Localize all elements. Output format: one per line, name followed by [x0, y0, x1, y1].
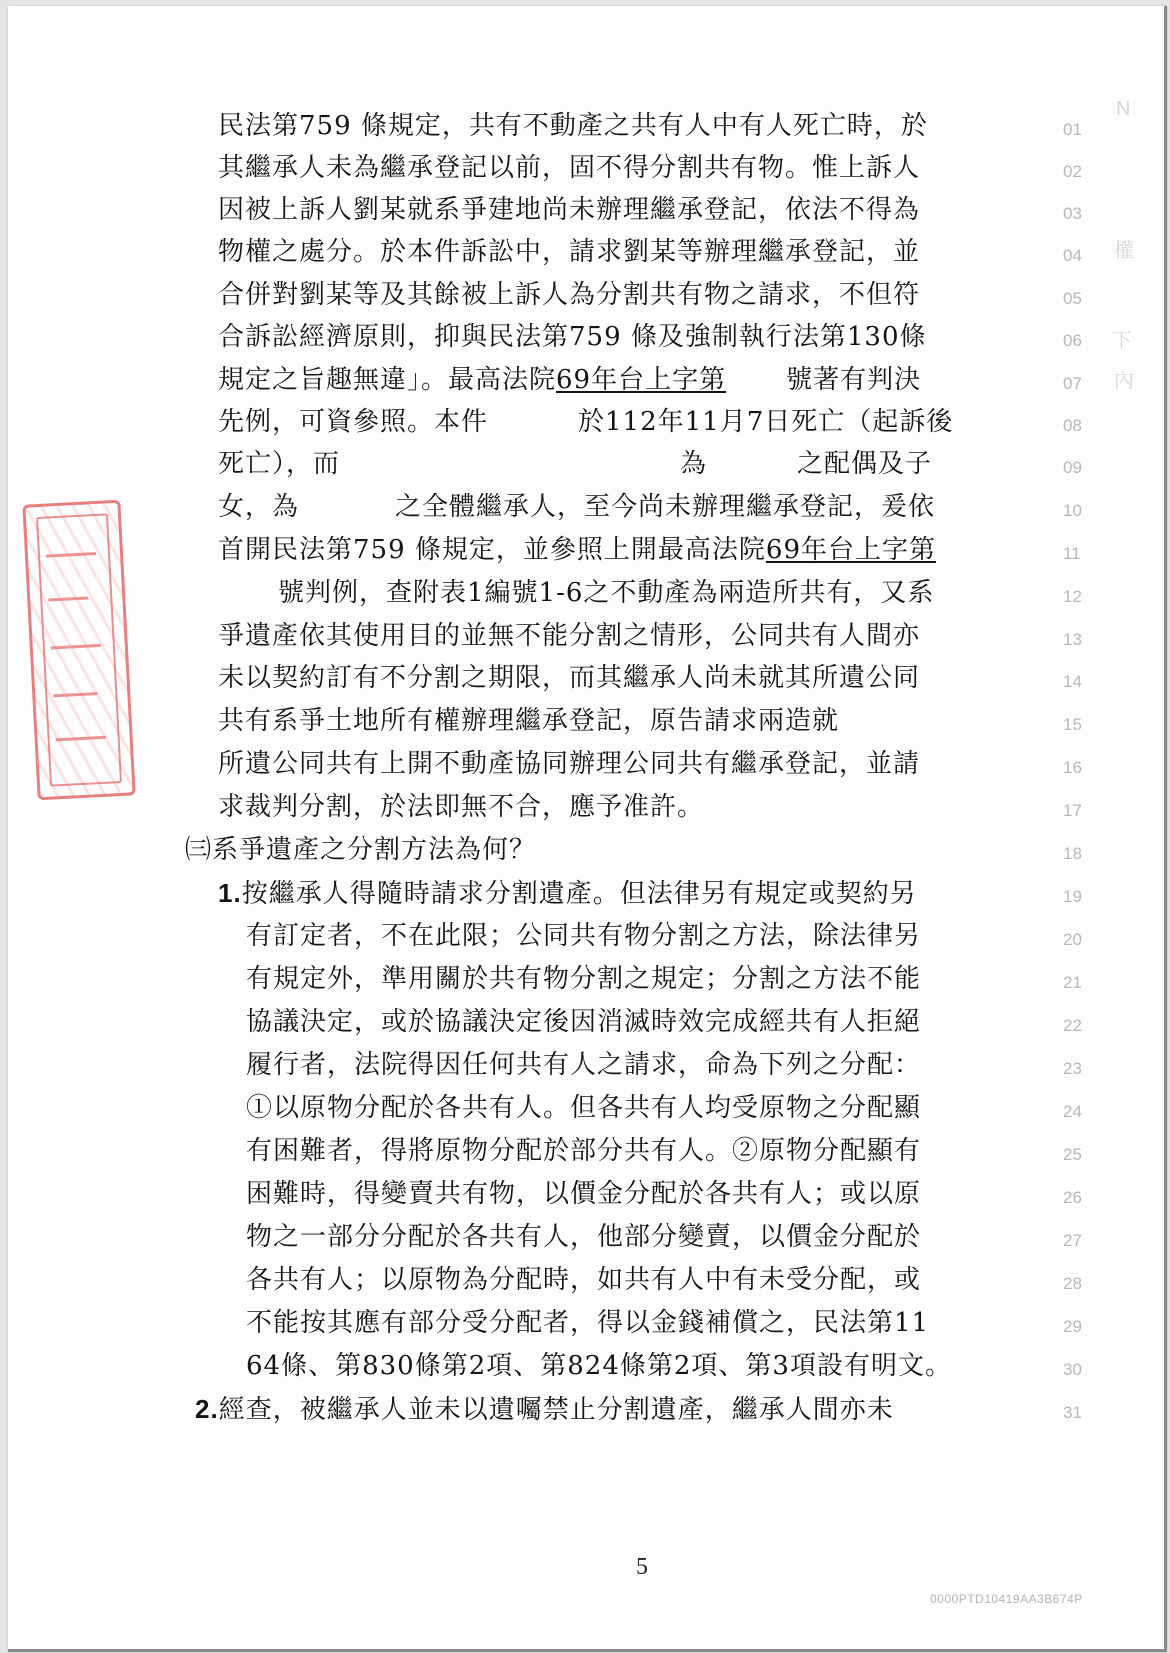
line-number-10: 10: [1063, 501, 1082, 520]
text-line-25: 有困難者，得將原物分配於部分共有人。②原物分配顯有: [246, 1136, 922, 1166]
text-line-12: 號判例，查附表1編號1-6之不動產為兩造所共有，又系: [278, 578, 935, 608]
text-line-27: 物之一部分分配於各共有人，他部分變賣，以價金分配於: [246, 1222, 922, 1252]
text-line-29: 不能按其應有部分受分配者，得以金錢補償之，民法第11: [246, 1308, 930, 1338]
line-number-18: 18: [1063, 844, 1082, 863]
line-number-30: 30: [1063, 1360, 1082, 1379]
text-line-07: [218, 363, 921, 397]
line-number-21: 21: [1063, 973, 1082, 992]
line-number-22: 22: [1063, 1016, 1082, 1035]
text-line-30: 64條、第830條第2項、第824條第2項、第3項設有明文。: [246, 1351, 952, 1381]
line-number-06: 06: [1063, 331, 1082, 350]
text-segment: 按繼承人得隨時請求分割遺產。但法律另有規定或契約另: [241, 879, 917, 909]
line-number-01: 01: [1063, 120, 1082, 139]
text-segment: 之全體繼承人，至今尚未辦理繼承登記，爰依: [395, 492, 936, 522]
line-number-29: 29: [1063, 1317, 1082, 1336]
text-segment: 於112年11月7日死亡（起訴後: [578, 407, 954, 437]
line-number-12: 12: [1063, 587, 1082, 606]
line-number-19: 19: [1063, 887, 1082, 906]
text-line-03: 因被上訴人劉某就系爭建地尚未辦理繼承登記，依法不得為: [218, 195, 921, 225]
text-line-15: 共有系爭土地所有權辦理繼承登記，原告請求兩造就: [218, 706, 840, 736]
text-line-02: 其繼承人未為繼承登記以前，固不得分割共有物。惟上訴人: [218, 153, 921, 183]
text-segment: 死亡），而: [218, 449, 341, 479]
text-segment: 之配偶及子: [797, 449, 933, 479]
text-line-24: ①以原物分配於各共有人。但各共有人均受原物之分配顯: [246, 1093, 922, 1123]
section-marker: ㈢: [185, 835, 213, 865]
case-reference: 69年台上字第: [556, 365, 727, 395]
line-number-03: 03: [1063, 204, 1082, 223]
text-line-26: 困難時，得變賣共有物，以價金分配於各共有人；或以原: [246, 1179, 922, 1209]
item-marker: 1.: [218, 878, 242, 908]
line-number-02: 02: [1063, 162, 1082, 181]
section-heading: 系爭遺產之分割方法為何？: [212, 835, 537, 865]
text-line-20: 有訂定者，不在此限；公同共有物分割之方法，除法律另: [246, 921, 922, 951]
text-line-16: 所遺公同共有上開不動產協同辦理公同共有繼承登記，並請: [218, 749, 921, 779]
text-line-17: 求裁判分割，於法即無不合，應予准許。: [218, 792, 705, 822]
text-line-08: [218, 405, 953, 439]
line-number-16: 16: [1063, 758, 1082, 777]
line-number-07: 07: [1063, 374, 1082, 393]
text-segment: 首開民法第759 條規定，並參照上開最高法院: [218, 535, 766, 565]
line-number-04: 04: [1063, 246, 1082, 265]
text-segment: 規定之旨趣無違」。最高法院: [218, 365, 557, 395]
line-number-15: 15: [1063, 715, 1082, 734]
text-line-06: 合訴訟經濟原則，抑與民法第759 條及強制執行法第130條: [218, 322, 927, 352]
line-number-11: 11: [1063, 544, 1081, 563]
case-reference: 69年台上字第: [765, 535, 936, 565]
line-number-05: 05: [1063, 289, 1082, 308]
text-segment: 為: [680, 449, 708, 479]
page-number: 5: [636, 1554, 648, 1580]
document-page: N 權 下 內 民法第759 條規定，共有不動產之共有人中有人死亡時，於 01 其繼承人未為繼承登記以前，固不得分割共有物。惟上訴人 02 因被上訴人劉某就系爭建地尚未辦理繼承登記，依法不得為 03 物權之處分。於本件訴訟中，請求劉某等辦理繼承登記，並 04 合併對劉某等及其餘被上訴人為分割共有物之請求，不但符 05 合訴訟經濟原則，抑與民法第759 條及強制執行法第130條 06 規定之旨趣無違」。最高法院69年台上字第 號著有判決 07 先例，可資參照。本件 於112年11月7日死亡（起訴後 08 死亡），而 為 之配偶及子 09 女，為 之全體繼承人，至今尚未辦理繼承登記，爰依 10 首開民法第759 條規定，並參照上開最高法院69年台上字第 11 號判例，查附表1編號1-6之不動產為兩造所共有，又系 12 爭遺產依其使用目的並無不能分割之情形，公同共有人間亦 13 未以契約訂有不分割之期限，而其繼承人尚未就其所遺公同 14 共有系爭土地所有權辦理繼承登記，原告請求兩造就 15 所遺公同共有上開不動產協同辦理公同共有繼承登記，並請 16 求裁判分割，於法即無不合，應予准許。 17 ㈢系爭遺產之分割方法為何？ 18 1.按繼承人得隨時請求分割遺產。但法律另有規定或契約另 19 有訂定者，不在此限；公同共有物分割之方法，除法律另 20 有規定外，準用關於共有物分割之規定；分割之方法不能 21 協議決定，或於協議決定後因消滅時效完成經共有人拒絕 22 履行者，法院得因任何共有人之請求，命為下列之分配： 23 ①以原物分配於各共有人。但各共有人均受原物之分配顯 24 有困難者，得將原物分配於部分共有人。②原物分配顯有 25 困難時，得變賣共有物，以價金分配於各共有人；或以原 26 物之一部分分配於各共有人，他部分變賣，以價金分配於 27 各共有人；以原物為分配時，如共有人中有未受分配，或 28 不能按其應有部分受分配者，得以金錢補償之，民法第11 29 64條、第830條第2項、第824條第2項、第3項設有明文。 30 2.經查，被繼承人並未以遺囑禁止分割遺產，繼承人間亦未 31 5 0000PTD10419AA3B674P: [8, 6, 1167, 1652]
line-number-17: 17: [1063, 801, 1082, 820]
line-number-28: 28: [1063, 1274, 1082, 1293]
line-number-26: 26: [1063, 1188, 1082, 1207]
text-line-22: 協議決定，或於協議決定後因消滅時效完成經共有人拒絕: [246, 1007, 922, 1037]
text-segment: 先例，可資參照。本件: [218, 407, 489, 437]
text-segment: 女，為: [218, 492, 300, 522]
line-number-09: 09: [1063, 458, 1082, 477]
line-number-08: 08: [1063, 416, 1082, 435]
text-line-21: 有規定外，準用關於共有物分割之規定；分割之方法不能: [246, 964, 922, 994]
line-number-13: 13: [1063, 630, 1082, 649]
text-line-01: 民法第759 條規定，共有不動產之共有人中有人死亡時，於: [218, 111, 928, 141]
item-marker: 2.: [195, 1394, 219, 1424]
text-line-11: [218, 533, 936, 567]
text-line-19: [218, 876, 917, 911]
line-number-23: 23: [1063, 1059, 1082, 1078]
line-number-25: 25: [1063, 1145, 1082, 1164]
court-seal-stamp: [22, 500, 135, 801]
text-line-31: [195, 1392, 894, 1427]
text-line-10: [218, 490, 935, 524]
document-id-code: 0000PTD10419AA3B674P: [930, 1592, 1083, 1606]
text-line-13: 爭遺產依其使用目的並無不能分割之情形，公同共有人間亦: [218, 621, 921, 651]
text-line-28: 各共有人；以原物為分配時，如共有人中有未受分配，或: [246, 1265, 922, 1295]
line-number-27: 27: [1063, 1231, 1082, 1250]
line-number-14: 14: [1063, 672, 1082, 691]
line-number-20: 20: [1063, 930, 1082, 949]
text-line-09: [218, 447, 932, 481]
text-line-18: [185, 833, 536, 867]
text-line-23: 履行者，法院得因任何共有人之請求，命為下列之分配：: [246, 1050, 922, 1080]
text-segment: 號著有判決: [786, 365, 922, 395]
text-segment: 經查，被繼承人並未以遺囑禁止分割遺產，繼承人間亦未: [218, 1395, 894, 1425]
line-number-24: 24: [1063, 1102, 1082, 1121]
text-line-05: 合併對劉某等及其餘被上訴人為分割共有物之請求，不但符: [218, 280, 921, 310]
text-line-04: 物權之處分。於本件訴訟中，請求劉某等辦理繼承登記，並: [218, 237, 921, 267]
line-number-31: 31: [1063, 1403, 1082, 1422]
text-line-14: 未以契約訂有不分割之期限，而其繼承人尚未就其所遺公同: [218, 663, 921, 693]
